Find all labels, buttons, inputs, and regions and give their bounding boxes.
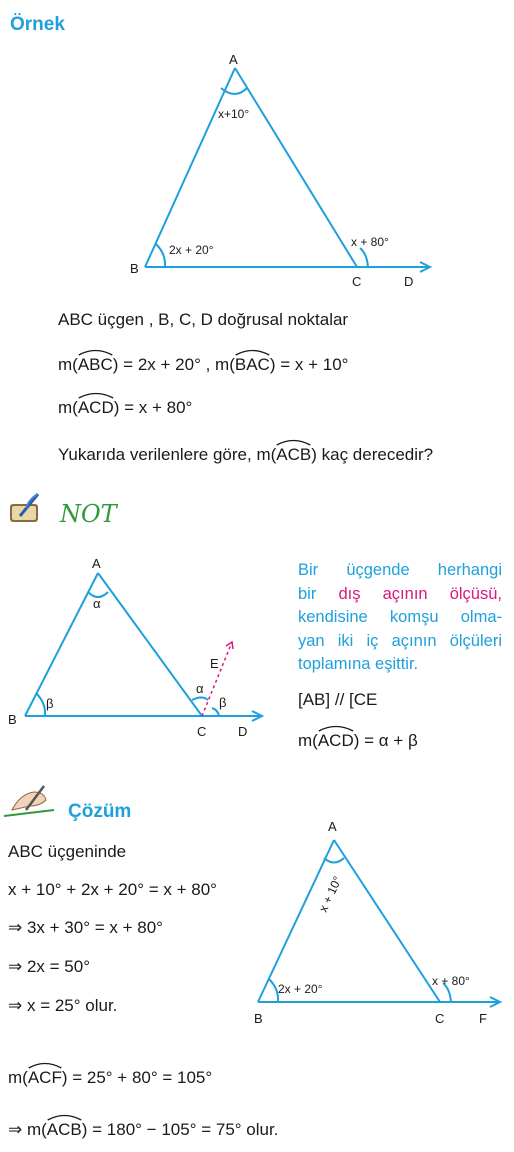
solution-line-1: ABC üçgeninde <box>8 842 127 861</box>
angle-b-label: 2x + 20° <box>169 243 214 257</box>
angle-c-label: x + 80° <box>432 974 470 988</box>
vertex-label-a: A <box>92 556 101 571</box>
angle-b-arc <box>269 979 278 1002</box>
note-formula: m( ACD) = α + β <box>298 731 418 751</box>
vertex-label-b: B <box>254 1011 263 1026</box>
example-triangle-figure <box>120 48 450 293</box>
angle-b-label: 2x + 20° <box>278 982 323 996</box>
vertex-label-d: D <box>238 724 248 739</box>
solution-heading: Çözüm <box>68 801 132 822</box>
angle-b-arc <box>36 693 45 716</box>
vertex-label-e: E <box>210 656 219 671</box>
alpha-label-a: α <box>93 596 101 611</box>
vertex-label-f: F <box>479 1011 487 1026</box>
side-ab <box>25 573 98 716</box>
alpha-label-c: α <box>196 681 204 696</box>
side-ac <box>334 840 440 1002</box>
writing-hand-icon <box>0 780 60 822</box>
beta-label-b: β <box>46 696 54 711</box>
solution-line-2: x + 10° + 2x + 20° = x + 80° <box>8 880 217 899</box>
solution-line-4: ⇒ 2x = 50° <box>8 957 91 976</box>
angle-b-arc <box>156 244 165 267</box>
solution-line-6: m( ACF) = 25° + 80° = 105° <box>8 1068 212 1088</box>
solution-line-5: ⇒ x = 25° olur. <box>8 996 118 1015</box>
quill-scroll-icon <box>0 490 50 530</box>
example-question: Yukarıda verilenlere göre, m( ACB) kaç derecedir? <box>58 445 433 465</box>
solution-triangle-figure <box>245 815 505 1030</box>
solution-line-7: ⇒ m( ACB) = 180° − 105° = 75° olur. <box>8 1120 278 1140</box>
note-title: NOT <box>60 500 117 528</box>
note-parallel: [AB] // [CE <box>298 690 378 709</box>
vertex-label-a: A <box>229 52 238 67</box>
side-ac <box>98 573 202 716</box>
angle-c-ext-arc <box>360 248 368 267</box>
angle-a-label: x + 10° <box>316 874 345 915</box>
parallel-ray-ce <box>202 642 232 716</box>
vertex-label-a: A <box>328 819 337 834</box>
side-ac <box>235 68 357 267</box>
example-line-3: m( ACD) = x + 80° <box>58 398 192 418</box>
side-ab <box>145 68 235 267</box>
angle-c-label: x + 80° <box>351 235 389 249</box>
angle-a-label: x+10° <box>218 107 250 121</box>
vertex-label-d: D <box>404 274 414 289</box>
side-ab <box>258 840 334 1002</box>
vertex-label-c: C <box>197 724 207 739</box>
example-line-1: ABC üçgen , B, C, D doğrusal noktalar <box>58 310 349 329</box>
angle-alpha-c-arc <box>192 698 208 701</box>
note-triangle-figure <box>0 550 280 745</box>
vertex-label-c: C <box>352 274 362 289</box>
note-rule-text: Bir üçgende herhangi bir dış açının ölçüsü, kendisine komşu olma- yan iki iç açının ölçüleri toplamına eşittir. <box>298 561 502 673</box>
beta-label-c: β <box>219 695 227 710</box>
vertex-label-b: B <box>8 712 17 727</box>
solution-line-3: ⇒ 3x + 30° = x + 80° <box>8 918 163 937</box>
angle-a-arc <box>324 858 344 863</box>
vertex-label-b: B <box>130 261 139 276</box>
example-line-2: m( ABC) = 2x + 20° , m( BAC) = x + 10° <box>58 355 348 375</box>
example-heading: Örnek <box>10 14 65 35</box>
angle-beta-c-arc <box>212 708 219 716</box>
vertex-label-c: C <box>435 1011 445 1026</box>
